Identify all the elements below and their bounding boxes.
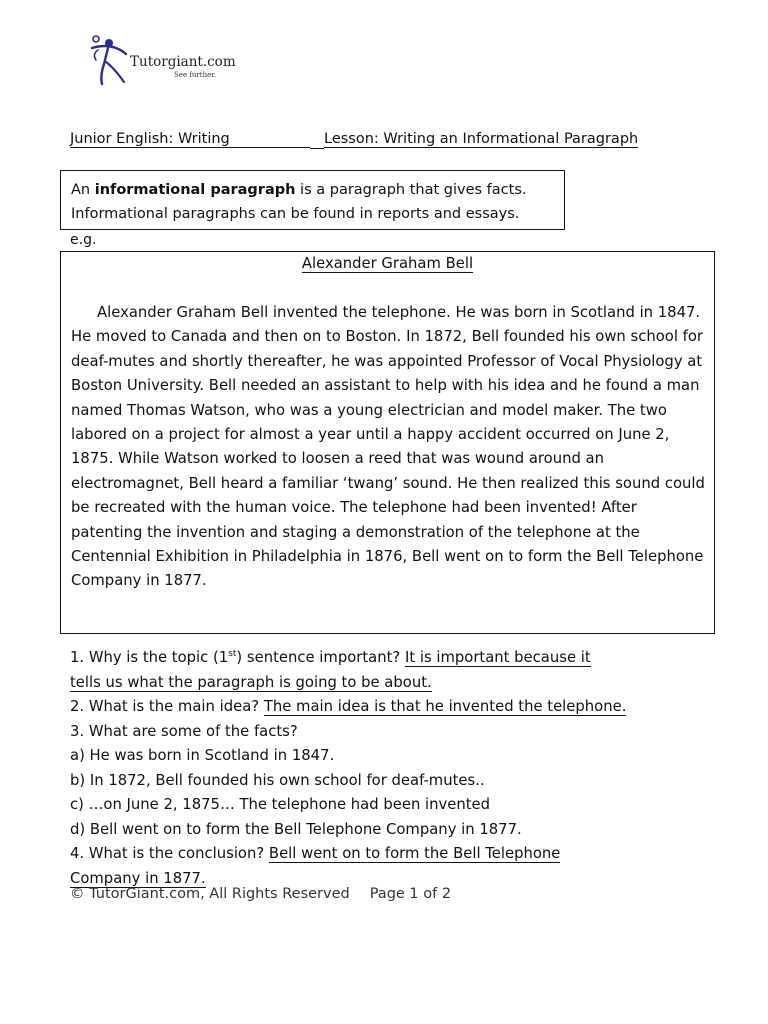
definition-box	[60, 170, 565, 230]
logo-name: Tutorgiant.com	[130, 54, 236, 70]
questions-section	[70, 646, 710, 891]
page-number: Page 1 of 2	[369, 886, 452, 902]
answer-1-continued	[70, 671, 710, 696]
answer-2: The main idea is that he invented the telephone.	[263, 698, 627, 715]
question-1	[70, 646, 710, 671]
example-title: Alexander Graham Bell	[301, 255, 474, 272]
question-4	[70, 842, 710, 867]
example-body: Alexander Graham Bell invented the telephone. He was born in Scotland in 1847. He moved to Canada and then on to Boston. In 1872, Bell founded his own school for deaf-mutes and shortly thereafter, he was appointed Professor of Vocal Physiology at Boston University. Bell needed an assistant to help with his idea and he found a man named Thomas Watson, who was a young electrician and model maker. The two labored on a project for almost a year until a happy accident occurred on June 2, 1875. While Watson worked to loosen a reed that was wound around an electromagnet, Bell heard a familiar ‘twang’ sound. He then realized this sound could be recreated with the human voice. The telephone had been invented! After patenting the invention and staging a demonstration of the telephone at the Centennial Exhibition in Philadelphia in 1876, Bell went on to form the Bell Telephone Company in 1877.	[71, 304, 705, 590]
lesson-title: Lesson: Writing an Informational Paragraph	[324, 131, 639, 147]
example-label: e.g.	[70, 232, 97, 248]
question-1-superscript: st	[228, 649, 237, 659]
question-1-text: 1. Why is the topic (1	[70, 649, 229, 666]
example-title-row	[61, 255, 714, 272]
answer-4-line-2: Company in 1877.	[70, 869, 206, 887]
answer-4-line-1: Bell went on to form the Bell Telephone	[268, 845, 561, 862]
fact-b: b) In 1872, Bell founded his own school for deaf-mutes..	[70, 771, 485, 789]
question-2	[70, 695, 710, 720]
definition-term: informational paragraph	[94, 182, 296, 198]
question-4-text: 4. What is the conclusion?	[70, 845, 269, 862]
lesson-header	[70, 131, 682, 153]
fact-a: a) He was born in Scotland in 1847.	[70, 747, 335, 764]
definition-line-2: Informational paragraphs can be found in reports and essays.	[71, 206, 520, 222]
question-2-text: 2. What is the main idea?	[70, 698, 264, 715]
copyright-text: © TutorGiant.com, All Rights Reserved	[70, 886, 350, 902]
definition-line-1	[71, 178, 554, 202]
example-paragraph-box	[60, 251, 715, 634]
fact-c: c) …on June 2, 1875… The telephone had been invented	[70, 796, 491, 813]
fact-d: d) Bell went on to form the Bell Telephone Company in 1877.	[70, 820, 522, 838]
page-footer	[70, 886, 451, 902]
question-1-text-end: ) sentence important?	[236, 649, 405, 666]
question-3: 3. What are some of the facts?	[70, 722, 298, 740]
definition-rest: is a paragraph that gives facts.	[295, 182, 527, 198]
tutorgiant-logo[interactable]	[84, 32, 274, 88]
definition-prefix: An	[71, 182, 95, 198]
logo-tagline: See further.	[174, 71, 217, 79]
answer-1-line-2: tells us what the paragraph is going to be about.	[70, 673, 432, 691]
header-underline-gap	[310, 131, 324, 149]
answer-1-line-1: It is important because it	[404, 649, 591, 666]
course-title: Junior English: Writing	[70, 131, 310, 148]
